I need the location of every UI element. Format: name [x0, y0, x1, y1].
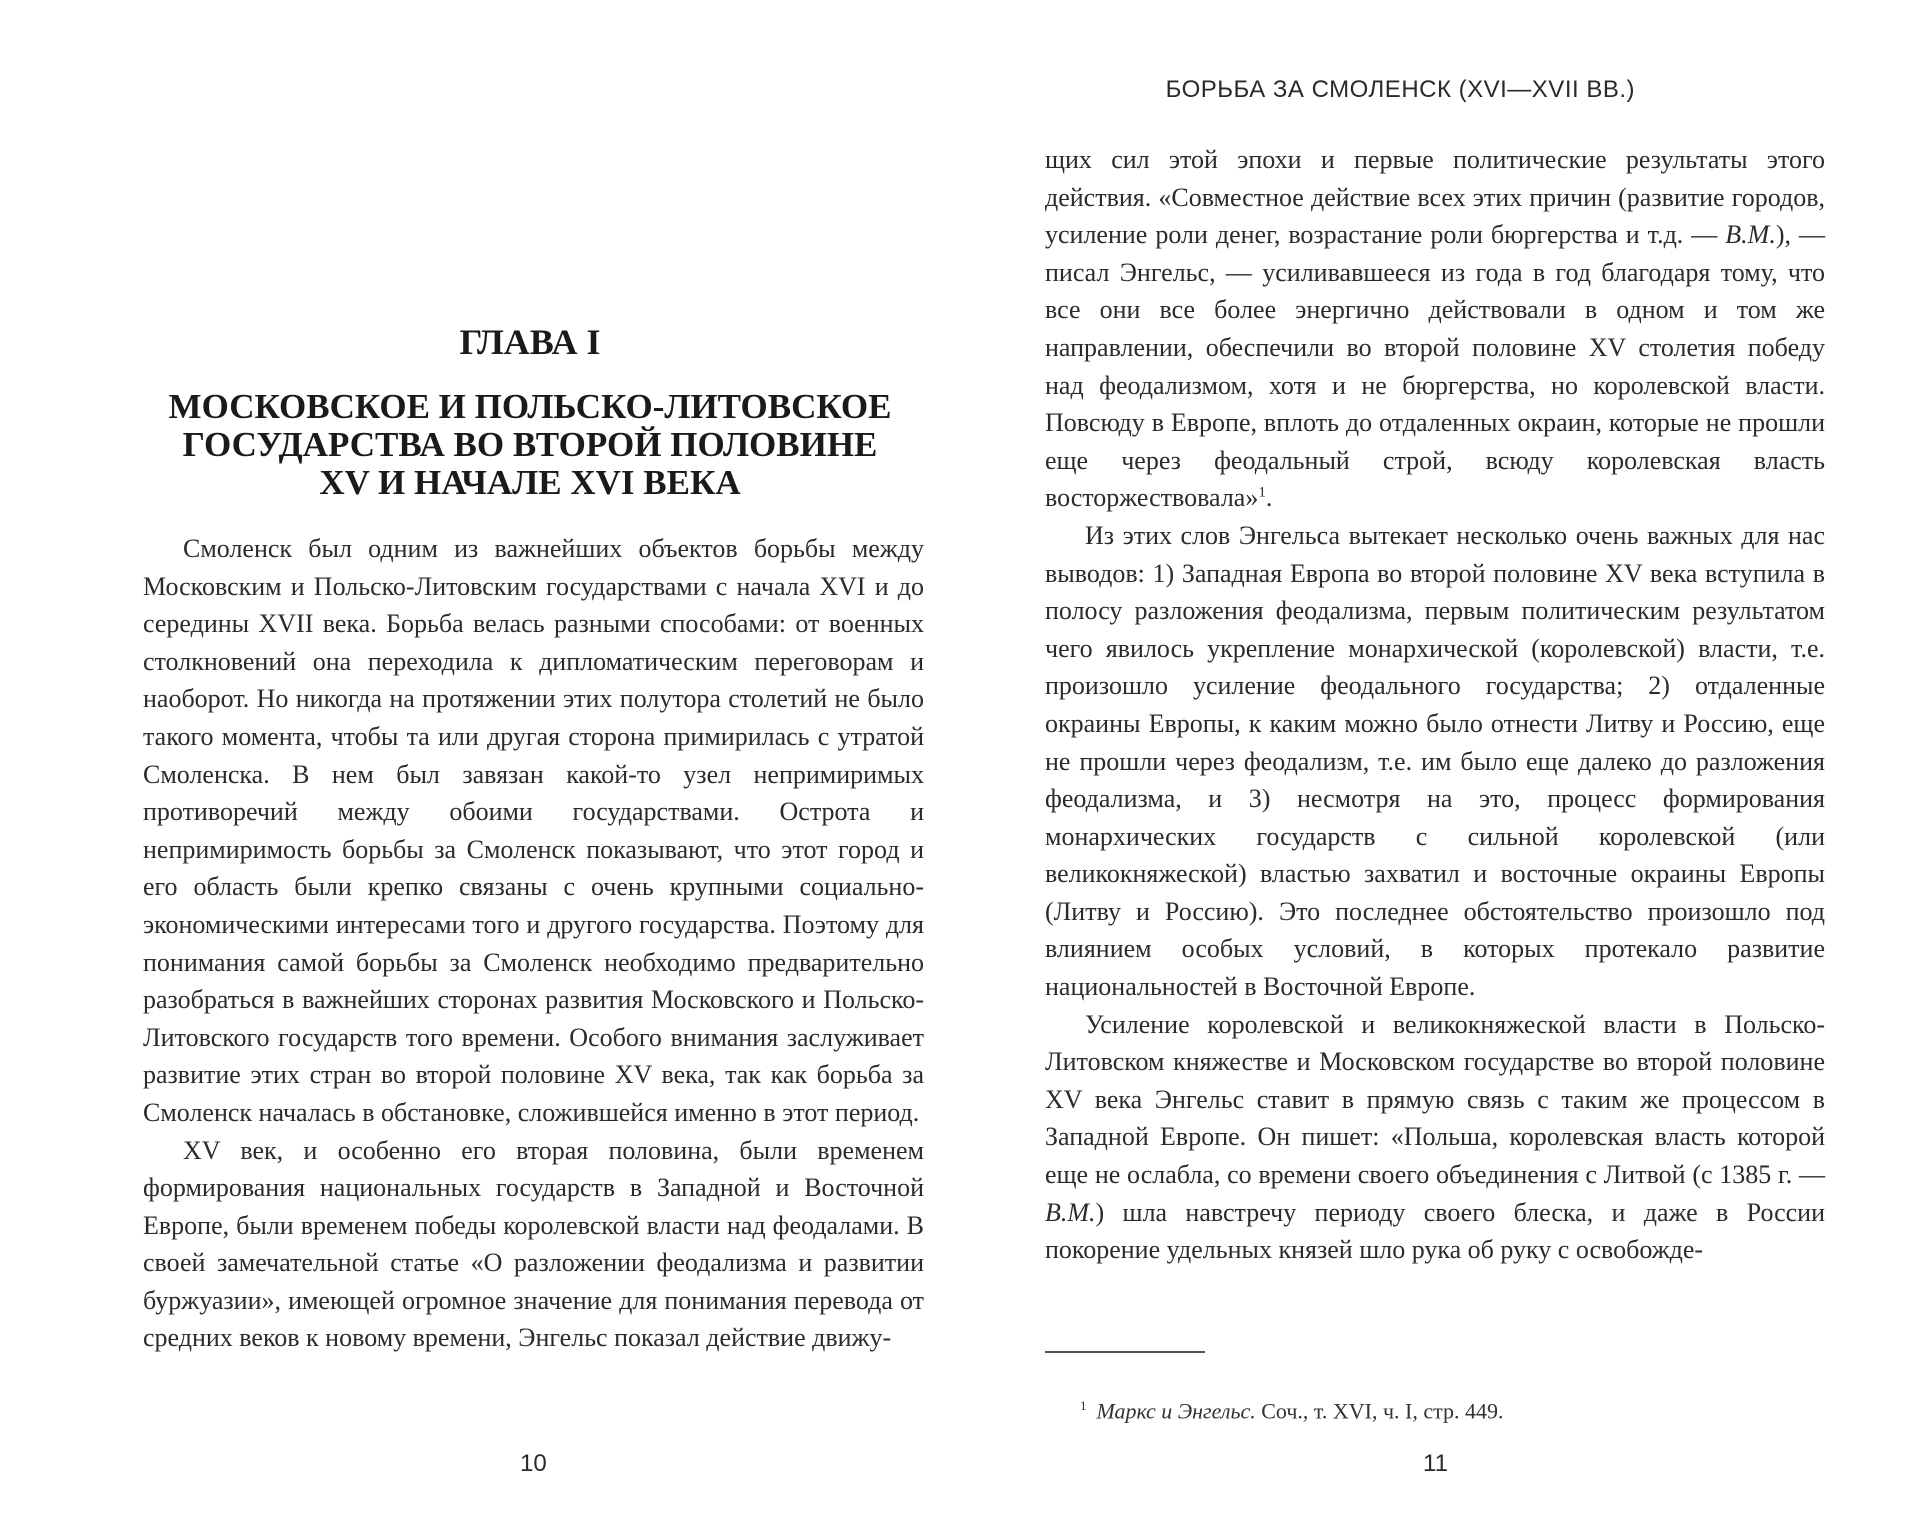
author-initials: В.М.	[1725, 220, 1776, 250]
text-run: ), — писал Энгельс, — усиливавшееся из года в год благодаря тому, что все они все более энергично действовали в одном и том же направлении, обеспечили во второй половине XV столетия победу над феодализмом, хотя и не бюргерства, но королевской власти. Повсюду в Европе, вплоть до отдаленных окраин, которые не прошли еще через феодальный строй, всюду королевская власть восторжествовала»	[1045, 220, 1825, 513]
text-run: Усиление королевской и великокняжеской власти в Польско-Литовском княжестве и Московском государстве во второй половине XV века Энгельс ставит в прямую связь с таким же процессом в Западной Европе. Он пишет: «Польша, королевская власть которой еще не ослабла, со времени своего объединения с Литвой (с 1385 г. —	[1045, 1009, 1825, 1190]
paragraph: Из этих слов Энгельса вытекает несколько очень важных для нас выводов: 1) Западная Европа во второй половине XV века вступила в полосу разложения феодализма, первым политическим результатом чего явилось укрепление монархической (королевской) власти, т.е. произошло усиление феодального государства; 2) отдаленные окраины Европы, к каким можно было отнести Литву и Россию, еще не прошли через феодализм, т.е. им было еще далеко до разложения феодализма, и 3) несмотря на это, процесс формирования монархических государств с сильной королевской (или великокняжеской) властью захватил и восточные окраины Европы (Литву и Россию). Это последнее обстоятельство произошло под влиянием особых условий, в которых протекало развитие национальностей в Восточной Европе.	[1045, 520, 1825, 1002]
footnote	[1080, 1392, 1504, 1425]
paragraph	[1045, 1006, 1825, 1269]
page-number: 11	[1423, 1450, 1448, 1477]
chapter-title-line: ГОСУДАРСТВА ВО ВТОРОЙ ПОЛОВИНЕ	[182, 425, 878, 464]
text-run: щих сил этой эпохи и первые политические результаты этого действия. «Совместное действие всех этих причин (развитие городов, усиление роли денег, возрастание роли бюргерства и т.д. —	[1045, 145, 1825, 250]
chapter-heading	[140, 320, 920, 502]
footnote-number: 1	[1080, 1398, 1087, 1413]
footnote-mark: 1	[1258, 484, 1266, 501]
paragraph: Смоленск был одним из важнейших объектов борьбы между Московским и Польско-Литовским государствами с начала XVI и до середины XVII века. Борьба велась разными способами: от военных столкновений она переходила к дипломатическим переговорам и наоборот. Но никогда на протяжении этих полутора столетий не было такого момента, чтобы та или другая сторона примирилась с утратой Смоленска. В нем был завязан какой-то узел непримиримых противоречий между обоими государствами. Острота и непримиримость борьбы за Смоленск показывают, что этот город и его область были крепко связаны с очень крупными социально-экономическими интересами того и другого государства. Поэтому для понимания самой борьбы за Смоленск необходимо предварительно разобраться в важнейших сторонах развития Московского и Польско-Литовского государств того времени. Особого внимания заслуживает развитие этих стран во второй половине XV века, так как борьба за Смоленск началась в обстановке, сложившейся именно в этот период.	[143, 534, 924, 1127]
text-run: .	[1265, 483, 1273, 513]
right-page	[960, 0, 1920, 1532]
page-number: 10	[520, 1450, 547, 1477]
footnote-divider	[1045, 1351, 1205, 1353]
text-run: ) шла навстречу периоду своего блеска, и даже в России покорение удельных князей шло рука об руку с освобожде-	[1045, 1197, 1825, 1265]
footnote-reference: Соч., т. XVI, ч. I, стр. 449.	[1255, 1398, 1504, 1424]
chapter-title	[140, 388, 920, 502]
author-initials: В.М.	[1045, 1197, 1096, 1227]
right-body-text	[1045, 141, 1825, 1269]
left-body-text	[143, 530, 924, 1357]
chapter-title-line: XV И НАЧАЛЕ XVI ВЕКА	[319, 463, 741, 502]
footnote-authors: Маркс и Энгельс.	[1096, 1398, 1256, 1424]
paragraph: XV век, и особенно его вторая половина, были временем формирования национальных государств в Западной и Восточной Европе, были временем победы королевской власти над феодалами. В своей замечательной статье «О разложении феодализма и развитии буржуазии», имеющей огромное значение для понимания перевода от средних веков к новому времени, Энгельс показал действие движу-	[143, 1135, 924, 1353]
paragraph	[1045, 141, 1825, 517]
chapter-title-line: МОСКОВСКОЕ И ПОЛЬСКО-ЛИТОВСКОЕ	[168, 387, 892, 426]
chapter-label: ГЛАВА I	[459, 322, 601, 362]
running-head: БОРЬБА ЗА СМОЛЕНСК (XVI—XVII ВВ.)	[1165, 76, 1635, 103]
